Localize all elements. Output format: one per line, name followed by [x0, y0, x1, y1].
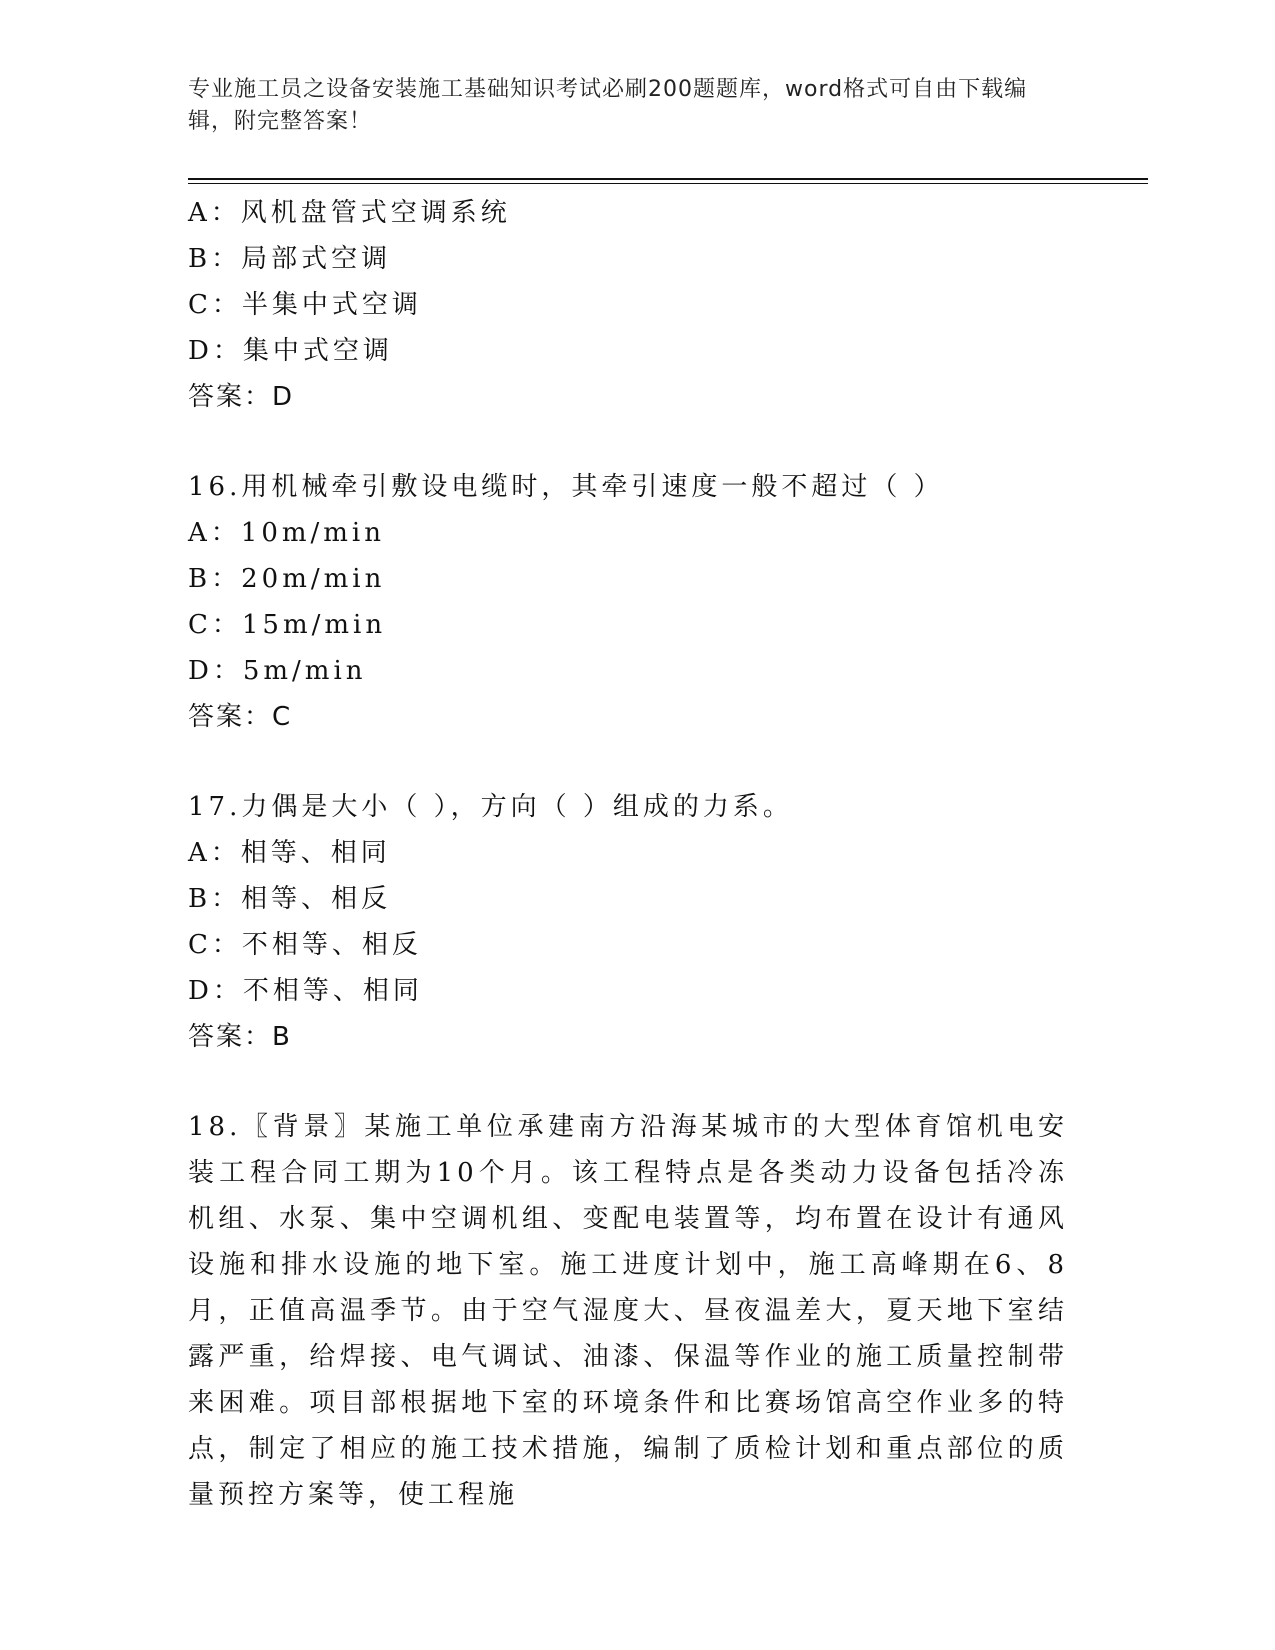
spacer [188, 420, 1068, 464]
document-header: 专业施工员之设备安装施工基础知识考试必刷200题题库，word格式可自由下载编辑，附完整答案！ [188, 77, 1028, 134]
option-d: D：不相等、相同 [188, 976, 423, 1006]
spacer [188, 1060, 1068, 1104]
option-b: B：局部式空调 [188, 244, 392, 274]
option-c: C：15m/min [188, 610, 387, 640]
option-b: B：相等、相反 [188, 884, 392, 914]
option-b: B：20m/min [188, 564, 386, 594]
question-17 [188, 784, 1068, 1060]
case-background-text: 18.〖背景〗某施工单位承建南方沿海某城市的大型体育馆机电安装工程合同工期为10个月。该工程特点是各类动力设备包括冷冻机组、水泵、集中空调机组、变配电装置等，均布置在设计有通风设施和排水设施的地下室。施工进度计划中，施工高峰期在6、8月，正值高温季节。由于空气湿度大、昼夜温差大，夏天地下室结露严重，给焊接、电气调试、油漆、保温等作业的施工质量控制带来困难。项目部根据地下室的环境条件和比赛场馆高空作业多的特点，制定了相应的施工技术措施，编制了质检计划和重点部位的质量预控方案等，使工程施 [188, 1112, 1068, 1510]
header-rule-thick [188, 178, 1148, 180]
option-a: A：10m/min [188, 518, 385, 548]
question-15 [188, 190, 1068, 420]
option-a: A：相等、相同 [188, 838, 391, 868]
question-16 [188, 464, 1068, 740]
option-a: A：风机盘管式空调系统 [188, 198, 511, 228]
header-rule-thin [188, 183, 1148, 184]
answer-line: 答案：C [188, 702, 293, 732]
spacer [188, 740, 1068, 784]
question-content [188, 190, 1068, 1518]
option-c: C：半集中式空调 [188, 290, 422, 320]
option-d: D：集中式空调 [188, 336, 393, 366]
question-text: 16.用机械牵引敷设电缆时，其牵引速度一般不超过（ ） [188, 472, 944, 502]
question-18 [188, 1104, 1068, 1518]
question-text: 17.力偶是大小（ ），方向（ ）组成的力系。 [188, 792, 793, 822]
answer-line: 答案：D [188, 382, 295, 412]
option-c: C：不相等、相反 [188, 930, 422, 960]
option-d: D：5m/min [188, 656, 367, 686]
answer-line: 答案：B [188, 1022, 292, 1052]
